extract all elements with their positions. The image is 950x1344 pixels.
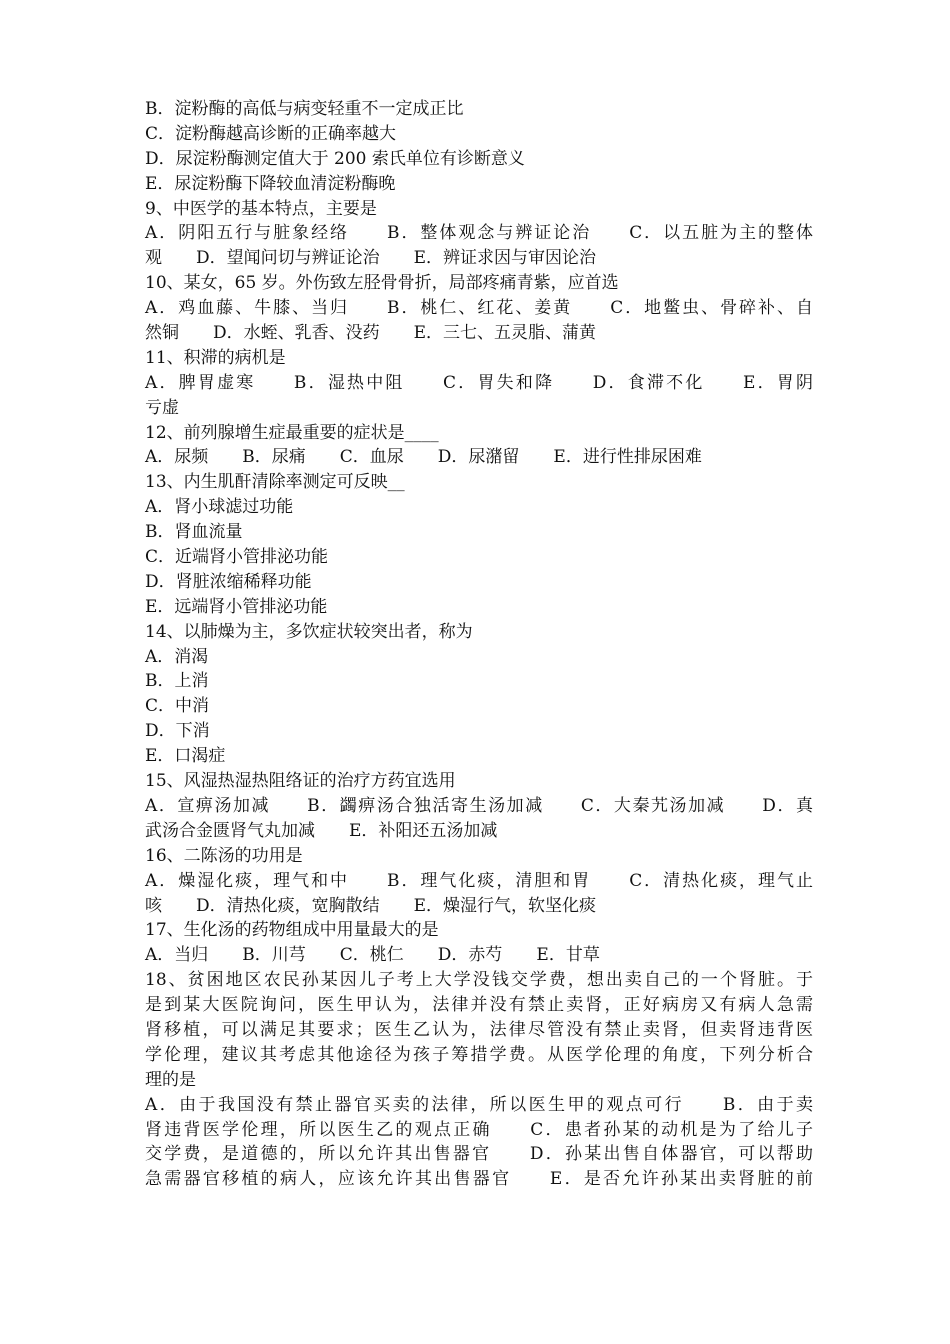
text-line: 是到某大医院询问，医生甲认为，法律并没有禁止卖肾，正好病房又有病人急需 <box>145 995 813 1016</box>
text-line: A．阴阳五行与脏象经络 B．整体观念与辨证论治 C．以五脏为主的整体 <box>145 223 813 244</box>
text-line: A．鸡血藤、牛膝、当归 B．桃仁、红花、姜黄 C．地鳖虫、骨碎补、自 <box>145 298 813 319</box>
text-line: 亏虚 <box>145 397 179 418</box>
text-line: D．尿淀粉酶测定值大于 200 索氏单位有诊断意义 <box>145 148 525 169</box>
text-line: 理的是 <box>145 1069 196 1090</box>
text-line: A．尿频 B．尿痛 C．血尿 D．尿潴留 E．进行性排尿困难 <box>145 447 702 468</box>
text-line: E．尿淀粉酶下降较血清淀粉酶晚 <box>145 173 396 194</box>
text-line: 武汤合金匮肾气丸加减 E．补阳还五汤加减 <box>145 820 498 841</box>
text-line: A．当归 B．川芎 C．桃仁 D．赤芍 E．甘草 <box>145 945 600 966</box>
text-line: D．下消 <box>145 721 210 742</box>
text-line: 咳 D．清热化痰，宽胸散结 E．燥湿行气，软坚化痰 <box>145 895 597 916</box>
text-line: 学伦理，建议其考虑其他途径为孩子筹措学费。从医学伦理的角度，下列分析合 <box>145 1044 813 1065</box>
document-page <box>145 97 813 1192</box>
text-line: B．肾血流量 <box>145 522 243 543</box>
text-line: A．宣痹汤加减 B．蠲痹汤合独活寄生汤加减 C．大秦艽汤加减 D．真 <box>145 795 813 816</box>
text-line: 急需器官移植的病人，应该允许其出售器官 E．是否允许孙某出卖肾脏的前 <box>145 1169 813 1190</box>
text-line: 11、积滞的病机是 <box>145 347 286 368</box>
text-line: C．近端肾小管排泌功能 <box>145 547 329 568</box>
text-line: C．淀粉酶越高诊断的正确率越大 <box>145 123 397 144</box>
text-line: 10、某女，65 岁。外伤致左胫骨骨折，局部疼痛青紫，应首选 <box>145 273 619 294</box>
text-line: B．淀粉酶的高低与病变轻重不一定成正比 <box>145 99 464 119</box>
text-line: 然铜 D．水蛭、乳香、没药 E．三七、五灵脂、蒲黄 <box>145 323 597 344</box>
text-line: A．燥湿化痰，理气和中 B．理气化痰，清胆和胃 C．清热化痰，理气止 <box>145 870 813 891</box>
text-line: 14、以肺燥为主，多饮症状较突出者，称为 <box>145 621 473 642</box>
text-line: 肾违背医学伦理，所以医生乙的观点正确 C．患者孙某的动机是为了给儿子 <box>145 1119 813 1140</box>
text-line: B．上消 <box>145 671 209 692</box>
text-line: A．消渴 <box>145 646 209 667</box>
text-line: 16、二陈汤的功用是 <box>145 845 303 866</box>
text-line: 13、内生肌酐清除率测定可反映__ <box>145 472 405 493</box>
text-line: 15、风湿热湿热阻络证的治疗方药宜选用 <box>145 771 456 792</box>
text-line: C．中消 <box>145 696 210 717</box>
text-line: 交学费，是道德的，所以允许其出售器官 D．孙某出售自体器官，可以帮助 <box>145 1144 813 1165</box>
text-line: 肾移植，可以满足其要求；医生乙认为，法律尽管没有禁止卖肾，但卖肾违背医 <box>145 1019 813 1040</box>
text-line: 9、中医学的基本特点，主要是 <box>145 198 377 219</box>
text-line: 12、前列腺增生症最重要的症状是____ <box>145 422 439 443</box>
text-line: 观 D．望闻问切与辨证论治 E．辨证求因与审因论治 <box>145 248 597 269</box>
text-line: D．肾脏浓缩稀释功能 <box>145 571 312 592</box>
text-line: 18、贫困地区农民孙某因儿子考上大学没钱交学费，想出卖自己的一个肾脏。于 <box>145 970 813 991</box>
text-line: E．口渴症 <box>145 746 226 767</box>
text-line: A．脾胃虚寒 B．湿热中阻 C．胃失和降 D．食滞不化 E．胃阴 <box>145 372 813 393</box>
text-line: E．远端肾小管排泌功能 <box>145 596 328 617</box>
text-line: 17、生化汤的药物组成中用量最大的是 <box>145 920 439 941</box>
text-line: A．由于我国没有禁止器官买卖的法律，所以医生甲的观点可行 B．由于卖 <box>145 1094 813 1115</box>
text-line: A．肾小球滤过功能 <box>145 497 294 518</box>
